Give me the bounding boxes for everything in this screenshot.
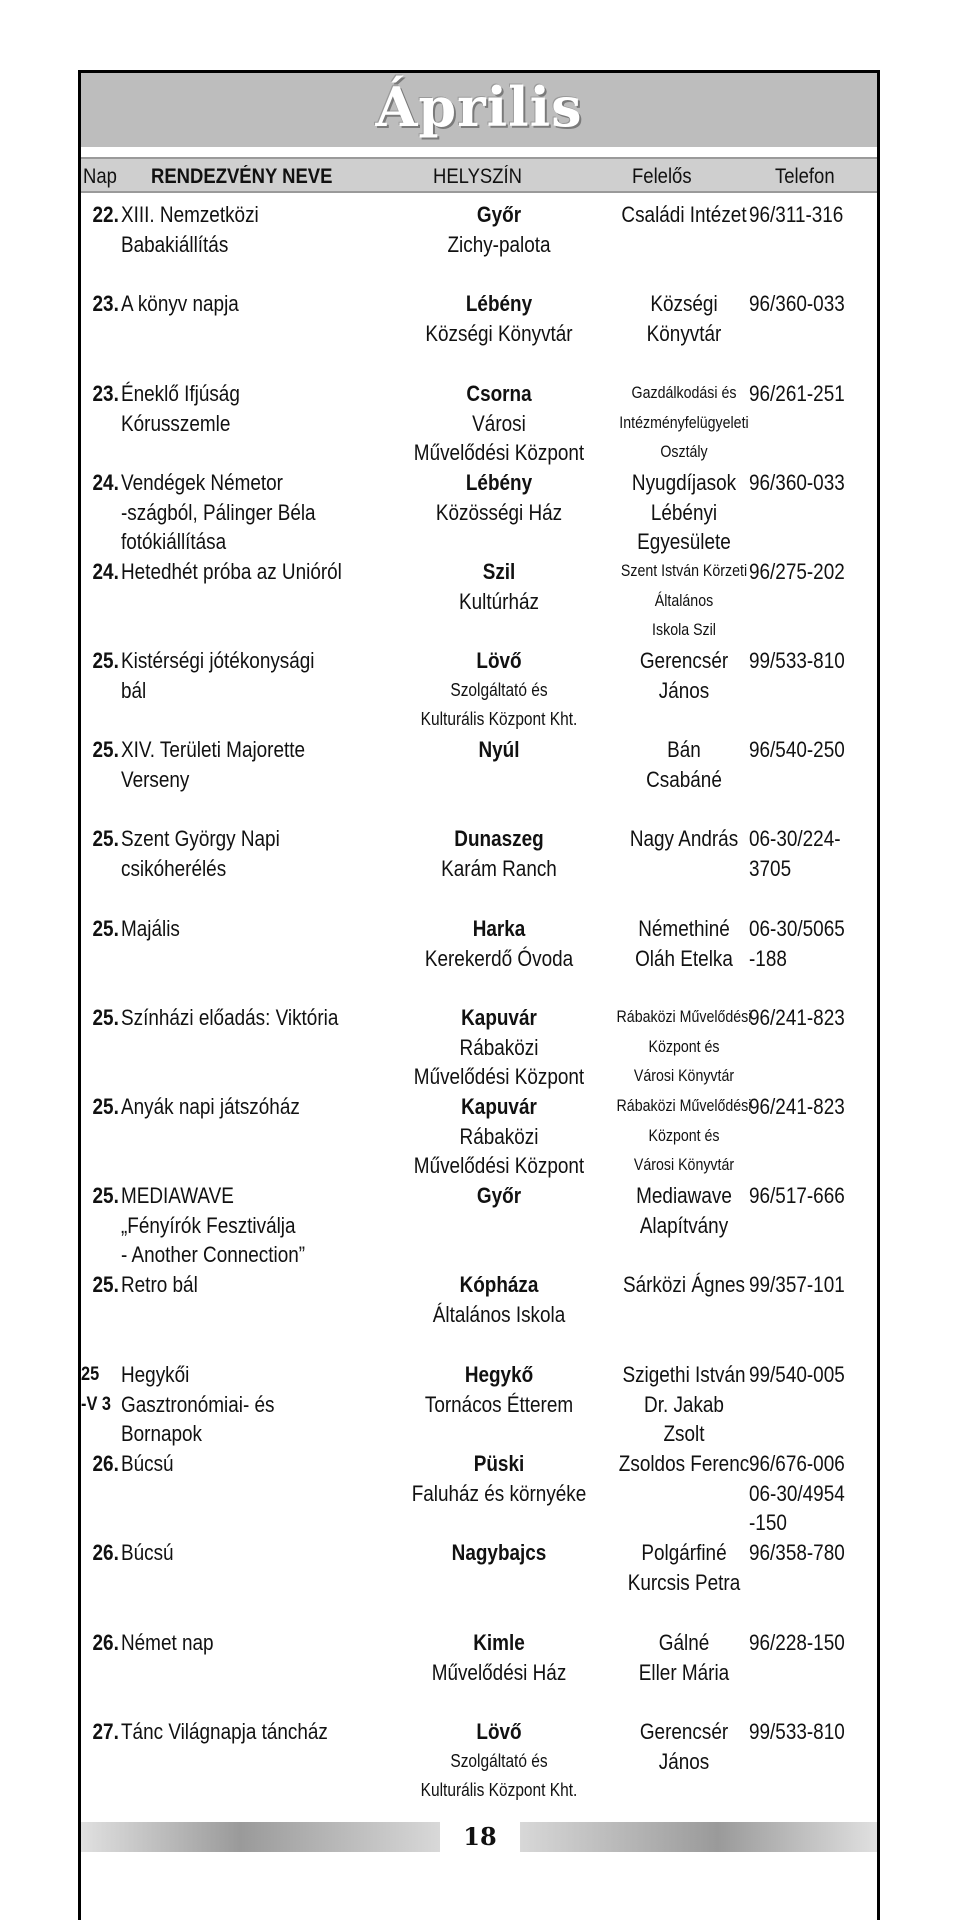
event-phone: 96/540-250 xyxy=(749,737,845,762)
table-header xyxy=(81,157,877,193)
event-location xyxy=(396,289,602,348)
header-day: Nap xyxy=(83,165,117,188)
event-location xyxy=(396,379,602,468)
location-venue: Általános Iskola xyxy=(432,1301,566,1327)
event-responsible: Mediawave Alapítvány xyxy=(636,1183,732,1238)
event-name: Búcsú xyxy=(121,1451,174,1476)
location-town: Kópháza xyxy=(459,1272,539,1297)
location-venue: Kultúrház xyxy=(459,588,539,614)
event-phone: 96/360-033 xyxy=(749,470,845,495)
event-day: 25 -V 3 xyxy=(81,1364,111,1415)
location-town: Kimle xyxy=(473,1630,525,1655)
location-venue: Rábaközi Művelődési Központ xyxy=(413,1123,585,1178)
event-phone: 96/517-666 xyxy=(749,1183,845,1208)
location-town: Püski xyxy=(473,1451,525,1476)
event-name: Vendégek Németor -szágból, Pálinger Béla fotókiállítása xyxy=(121,470,316,554)
event-responsible: Rábaközi Művelődési Központ és Városi Könyvtár xyxy=(616,1008,752,1085)
event-name: Kistérségi jótékonysági bál xyxy=(121,648,315,703)
event-phone: 99/533-810 xyxy=(749,1719,845,1744)
event-location xyxy=(396,1628,602,1687)
title-bar xyxy=(81,73,877,147)
event-responsible: Családi Intézet xyxy=(621,202,747,227)
event-name: Anyák napi játszóház xyxy=(121,1094,300,1119)
location-venue: Kerekerdő Óvoda xyxy=(424,945,574,971)
location-venue: Művelődési Ház xyxy=(431,1659,567,1685)
header-phone: Telefon xyxy=(775,165,835,188)
event-phone: 96/676-006 06-30/4954 -150 xyxy=(749,1451,845,1535)
event-day: 25. xyxy=(92,916,119,941)
event-responsible: Némethiné Oláh Etelka xyxy=(635,916,733,971)
event-location xyxy=(396,1449,602,1508)
location-town: Szil xyxy=(482,559,516,584)
event-phone: 99/540-005 xyxy=(749,1362,845,1387)
event-location xyxy=(396,1003,602,1092)
event-phone: 06-30/5065 -188 xyxy=(749,916,845,971)
event-location xyxy=(396,824,602,883)
event-responsible: Szent István Körzeti Általános Iskola Szil xyxy=(620,562,748,639)
location-venue: Faluház és környéke xyxy=(411,1480,587,1506)
location-venue: Karám Ranch xyxy=(441,855,557,881)
location-town: Nyúl xyxy=(478,737,520,762)
event-day: 25. xyxy=(92,648,119,673)
location-town: Győr xyxy=(476,202,522,227)
event-phone: 96/360-033 xyxy=(749,291,845,316)
page-number: 18 xyxy=(440,1822,520,1852)
event-responsible: Szigethi István Dr. Jakab Zsolt xyxy=(622,1362,746,1446)
event-responsible: Gerencsér János xyxy=(639,1719,729,1774)
event-name: Búcsú xyxy=(121,1540,174,1565)
event-phone: 06-30/224- 3705 xyxy=(749,826,841,881)
location-town: Lébény xyxy=(465,291,533,316)
location-town: Kapuvár xyxy=(461,1094,537,1119)
event-phone: 96/241-823 xyxy=(749,1005,845,1030)
event-day: 25. xyxy=(92,826,119,851)
event-location xyxy=(396,200,602,259)
event-responsible: Zsoldos Ferenc xyxy=(618,1451,750,1476)
event-location xyxy=(396,557,602,616)
event-day: 22. xyxy=(92,202,119,227)
event-name: Retro bál xyxy=(121,1272,198,1297)
event-day: 23. xyxy=(92,381,119,406)
event-day: 25. xyxy=(92,1183,119,1208)
event-location xyxy=(396,646,602,735)
location-venue: Közösségi Ház xyxy=(435,499,563,525)
event-name: Éneklő Ifjúság Kórusszemle xyxy=(121,381,240,436)
location-town: Hegykő xyxy=(464,1362,534,1387)
location-town: Kapuvár xyxy=(461,1005,537,1030)
location-town: Lébény xyxy=(465,470,533,495)
event-day: 26. xyxy=(92,1451,119,1476)
event-name: Tánc Világnapja táncház xyxy=(121,1719,328,1744)
event-location xyxy=(396,468,602,527)
event-responsible: Gazdálkodási és Intézményfelügyeleti Osztály xyxy=(619,384,749,461)
event-name: XIII. Nemzetközi Babakiállítás xyxy=(121,202,259,257)
month-title: Április xyxy=(375,75,583,139)
event-location xyxy=(396,1092,602,1181)
event-responsible: Bán Csabáné xyxy=(646,737,722,792)
event-name: Szent György Napi csikóherélés xyxy=(121,826,280,881)
event-location xyxy=(396,735,602,765)
location-venue: Szolgáltató és Kulturális Központ Kht. xyxy=(420,1750,578,1800)
header-responsible: Felelős xyxy=(632,165,692,188)
event-responsible: Rábaközi Művelődési Központ és Városi Könyvtár xyxy=(616,1097,752,1174)
event-name: Hegykői Gasztronómiai- és Bornapok xyxy=(121,1362,275,1446)
event-phone: 96/358-780 xyxy=(749,1540,845,1565)
location-town: Csorna xyxy=(466,381,532,406)
event-name: Német nap xyxy=(121,1630,214,1655)
event-location xyxy=(396,1360,602,1419)
event-phone: 96/228-150 xyxy=(749,1630,845,1655)
event-day: 24. xyxy=(92,559,119,584)
event-location xyxy=(396,914,602,973)
location-town: Harka xyxy=(472,916,526,941)
event-day: 26. xyxy=(92,1630,119,1655)
location-venue: Rábaközi Művelődési Központ xyxy=(413,1034,585,1089)
title-divider xyxy=(81,147,877,155)
event-phone: 96/311-316 xyxy=(749,202,844,227)
event-responsible: Polgárfiné Kurcsis Petra xyxy=(627,1540,741,1595)
event-day: 25. xyxy=(92,1272,119,1297)
event-day: 25. xyxy=(92,737,119,762)
event-responsible: Nyugdíjasok Lébényi Egyesülete xyxy=(631,470,737,554)
event-name: Színházi előadás: Viktória xyxy=(121,1005,339,1030)
event-responsible: Gerencsér János xyxy=(639,648,729,703)
event-phone: 96/241-823 xyxy=(749,1094,845,1119)
event-location xyxy=(396,1270,602,1329)
location-venue: Városi Művelődési Központ xyxy=(413,410,585,465)
location-town: Győr xyxy=(476,1183,522,1208)
location-town: Lövő xyxy=(476,1719,522,1744)
location-town: Nagybajcs xyxy=(451,1540,547,1565)
location-venue: Községi Könyvtár xyxy=(425,320,573,346)
event-day: 27. xyxy=(92,1719,119,1744)
event-responsible: Gálné Eller Mária xyxy=(638,1630,730,1685)
event-day: 25. xyxy=(92,1005,119,1030)
header-event-name: RENDEZVÉNY NEVE xyxy=(151,165,333,188)
event-responsible: Nagy András xyxy=(629,826,739,851)
location-venue: Szolgáltató és Kulturális Központ Kht. xyxy=(420,679,578,729)
event-name: XIV. Területi Majorette Verseny xyxy=(121,737,306,792)
event-phone: 99/533-810 xyxy=(749,648,845,673)
location-town: Lövő xyxy=(476,648,522,673)
event-phone: 96/275-202 xyxy=(749,559,845,584)
location-venue: Zichy-palota xyxy=(447,231,551,257)
event-location xyxy=(396,1181,602,1211)
event-responsible: Községi Könyvtár xyxy=(646,291,722,346)
event-name: Majális xyxy=(121,916,180,941)
event-name: Hetedhét próba az Unióról xyxy=(121,559,342,584)
event-name: MEDIAWAVE „Fényírók Fesztiválja - Another Connection” xyxy=(121,1183,306,1267)
event-day: 26. xyxy=(92,1540,119,1565)
location-venue: Tornácos Étterem xyxy=(424,1391,574,1417)
header-location: HELYSZÍN xyxy=(433,165,523,188)
event-phone: 99/357-101 xyxy=(749,1272,845,1297)
event-name: A könyv napja xyxy=(121,291,239,316)
event-phone: 96/261-251 xyxy=(749,381,845,406)
event-location xyxy=(396,1538,602,1568)
event-responsible: Sárközi Ágnes xyxy=(622,1272,745,1297)
event-location xyxy=(396,1717,602,1806)
event-day: 24. xyxy=(92,470,119,495)
event-day: 23. xyxy=(92,291,119,316)
location-town: Dunaszeg xyxy=(454,826,544,851)
event-day: 25. xyxy=(92,1094,119,1119)
